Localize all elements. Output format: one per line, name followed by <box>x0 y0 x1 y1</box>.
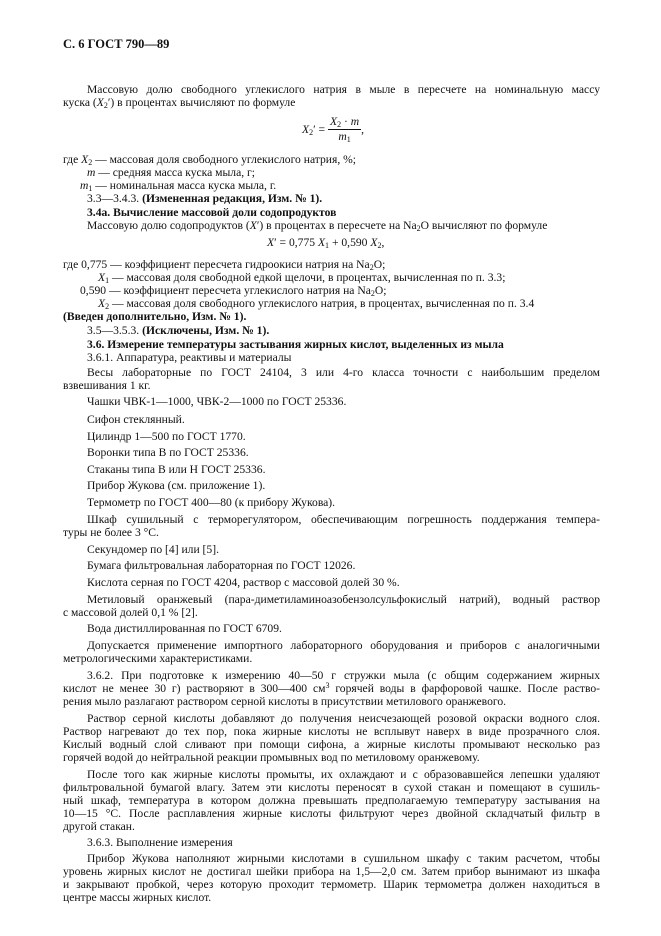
material-item: Секундомер по [4] или [5]. <box>87 543 219 556</box>
methyl-line-2: с массовой долей 0,1 % [2]. <box>63 606 198 619</box>
zhukov-line: уровень жирных кислот не достигал шейки прибора на 1,5—2,0 см. Затем прибор вынимают из шкафа <box>63 865 600 878</box>
equipment-item: Чашки ЧВК-1—1000, ЧВК-2—1000 по ГОСТ 25336. <box>87 395 347 408</box>
section-3-6-1-title: 3.6.1. Аппаратура, реактивы и материалы <box>87 351 292 364</box>
amendment-1: 3.3—3.4.3. (Измененная редакция, Изм. № 1). <box>87 192 323 205</box>
zhukov-line: центре массы жирных кислот. <box>63 891 212 904</box>
where2-line-4: $X_2$ — массовая доля свободного углекислого натрия, в процентах, вычисленная по п. 3.4 <box>98 297 535 311</box>
methyl-line-1: Метиловый оранжевый (пара-диметиламиноазобензолсульфокислый натрий), водный раствор <box>87 593 600 606</box>
p362-line: кислот не менее 30 г) растворяют в 300—400 $см^3$ горячей воды в фарфоровой чашке. После раство- <box>63 681 600 695</box>
section-3-4a-title: 3.4а. Вычисление массовой доли содопродуктов <box>87 206 337 219</box>
cabinet-line-1: Шкаф сушильный с терморегулятором, обеспечивающим погрешность поддержания темпера- <box>87 513 600 526</box>
acid-line: Раствор нагревают до тех пор, пока жирные кислоты не всплывут наверх в виде прозрачного слоя. <box>63 725 600 738</box>
where2-line-2: $X_1$ — массовая доля свободной едкой щелочи, в процентах, вычисленная по п. 3.3; <box>98 271 506 285</box>
where2-line-3: 0,590 — коэффициент пересчета углекислого натрия на $Na_2O$; <box>80 284 387 298</box>
scales-line-2: взвешивания 1 кг. <box>63 379 151 392</box>
water-item: Вода дистиллированная по ГОСТ 6709. <box>87 622 282 635</box>
amendment-2: 3.5—3.5.3. (Исключены, Изм. № 1). <box>87 324 270 337</box>
section-3-4a-text: Массовую долю содопродуктов (X′) в процентах в пересчете на $Na_2O$ вычисляют по формуле <box>87 219 548 233</box>
acid-line: Раствор серной кислоты добавляют до получения неисчезающей розовой окраски водного слоя. <box>87 712 600 725</box>
formula-fraction: $\frac{X_2 \cdot m}{m_1}$ <box>329 115 360 144</box>
equipment-item: Воронки типа В по ГОСТ 25336. <box>87 446 249 459</box>
where1-line-1: где $X_2$ — массовая доля свободного углекислого натрия, %; <box>63 153 357 167</box>
p362-line: рения мыло разлагают раствором серной кислоты в присутствии метилового оранжевого. <box>63 695 507 708</box>
equipment-item: Термометр по ГОСТ 400—80 (к прибору Жукова). <box>87 496 336 509</box>
wash-line: ный шкаф, температура в котором должна превышать предполагаемую температуру застывания на <box>63 794 600 807</box>
where1-line-2: m — средняя масса куска мыла, г; <box>87 166 255 179</box>
intro-line-2: куска $(X_2')$ в процентах вычисляют по формуле <box>63 96 296 110</box>
wash-line: После того как жирные кислоты промыты, их охлаждают и с образовавшейся лепешки удаляют <box>87 768 600 781</box>
wash-line: другой стакан. <box>63 820 135 833</box>
equipment-item: Сифон стеклянный. <box>87 413 185 426</box>
formula-x-prime: X′ = 0,775 $X_1 + 0,590$ $X_2$, <box>267 236 385 250</box>
material-item: Кислота серная по ГОСТ 4204, раствор с массовой долей 30 %. <box>87 576 400 589</box>
wash-line: фильтровальной бумагой влагу. Затем эти кислоты переносят в сухой стакан и помещают в сушиль- <box>63 781 600 794</box>
intro-line-1: Массовую долю свободного углекислого натрия в мыле в пересчете на номинальную массу <box>87 83 600 96</box>
p362-line: 3.6.2. При подготовке к измерению 40—50 г стружки мыла (с общим содержанием жирных <box>87 669 600 682</box>
cabinet-line-2: туры не более 3 °С. <box>63 526 159 539</box>
where2-line-1: где 0,775 — коэффициент пересчета гидроокиси натрия на $Na_2O$; <box>63 258 386 272</box>
added-note: (Введен дополнительно, Изм. № 1). <box>63 310 247 323</box>
formula-x2-prime: $X_2'$ = $\frac{X_2 \cdot m}{m_1}$ , <box>302 115 365 144</box>
equipment-item: Стаканы типа В или Н ГОСТ 25336. <box>87 463 266 476</box>
where1-line-3: $m_1$ — номинальная масса куска мыла, г. <box>80 179 277 193</box>
page-header: С. 6 ГОСТ 790—89 <box>63 37 170 51</box>
import-line-2: метрологическими характеристиками. <box>63 652 253 665</box>
acid-line: Кислый водный слой сливают при помощи сифона, а жирные кислоты промывают несколько раз <box>63 738 600 751</box>
import-line-1: Допускается применение импортного лабораторного оборудования и приборов с аналогичными <box>87 639 600 652</box>
section-3-6-3-title: 3.6.3. Выполнение измерения <box>87 836 233 849</box>
equipment-item: Прибор Жукова (см. приложение 1). <box>87 479 266 492</box>
zhukov-line: и закрывают пробкой, через которую проходит термометр. Шарик термометра должен находиться в <box>63 878 600 891</box>
equipment-item: Цилиндр 1—500 по ГОСТ 1770. <box>87 430 246 443</box>
material-item: Бумага фильтровальная лабораторная по ГОСТ 12026. <box>87 559 356 572</box>
scales-line-1: Весы лабораторные по ГОСТ 24104, 3 или 4-го класса точности с наибольшим пределом <box>87 366 600 379</box>
section-3-6-title: 3.6. Измерение температуры застывания жирных кислот, выделенных из мыла <box>87 338 504 351</box>
wash-line: 10—15 °С. После расплавления жирные кислоты фильтруют через двойной складчатый фильтр в <box>63 807 600 820</box>
zhukov-line: Прибор Жукова наполняют жирными кислотами в сушильном шкафу с таким расчетом, чтобы <box>87 852 600 865</box>
acid-line: горячей водой до нейтральной реакции промывных вод по метиловому оранжевому. <box>63 751 480 764</box>
